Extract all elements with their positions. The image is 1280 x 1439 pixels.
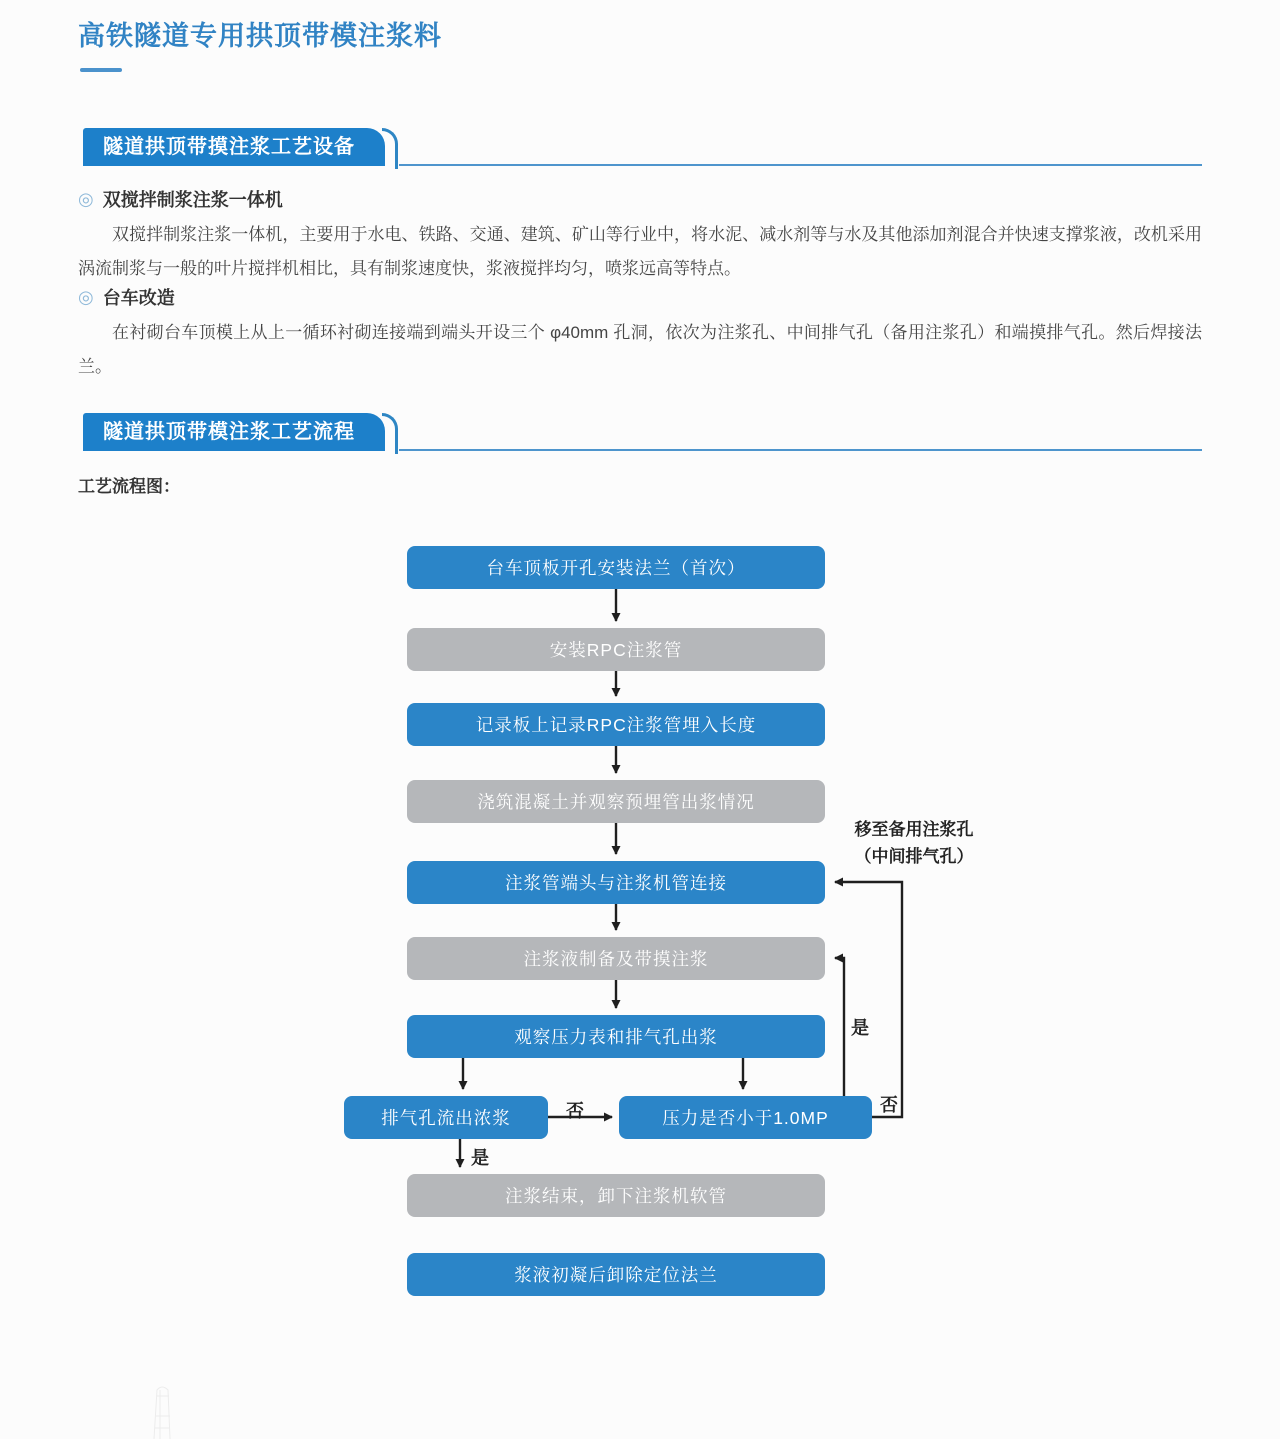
flow-node-remove-flange: 浆液初凝后卸除定位法兰 bbox=[407, 1253, 825, 1296]
flow-annotation-line2: （中间排气孔） bbox=[854, 847, 974, 866]
double-circle-bullet-icon: ◎ bbox=[78, 189, 94, 209]
flow-node-observe-pressure-gauge: 观察压力表和排气孔出浆 bbox=[407, 1015, 825, 1058]
flow-node-record-pipe-length: 记录板上记录RPC注浆管埋入长度 bbox=[407, 703, 825, 746]
process-section-banner-row bbox=[83, 413, 1202, 451]
process-flowchart bbox=[0, 520, 1280, 1320]
flow-node-drill-install-flange: 台车顶板开孔安装法兰（首次） bbox=[407, 546, 825, 589]
equipment-item-mixer-paragraph: 双搅拌制浆注浆一体机，主要用于水电、铁路、交通、建筑、矿山等行业中，将水泥、减水剂等与水及其他添加剂混合并快速支撑浆液，改机采用涡流制浆与一般的叶片搅拌机相比，具有制浆速度快，浆液搅拌均匀，喷浆远高等特点。 bbox=[78, 225, 1202, 278]
double-circle-bullet-icon: ◎ bbox=[78, 287, 94, 307]
flow-node-prepare-grout: 注浆液制备及带摸注浆 bbox=[407, 937, 825, 980]
flow-node-install-rpc-pipe: 安装RPC注浆管 bbox=[407, 628, 825, 671]
edge-label-vent-no: 否 bbox=[566, 1101, 584, 1121]
flow-node-pour-concrete-observe: 浇筑混凝土并观察预埋管出浆情况 bbox=[407, 780, 825, 823]
item-heading-label: 台车改造 bbox=[102, 288, 175, 308]
banner-rule bbox=[399, 164, 1202, 166]
equipment-item-trolley-paragraph: 在衬砌台车顶模上从上一循环衬砌连接端到端头开设三个 φ40mm 孔洞，依次为注浆孔、中间排气孔（备用注浆孔）和端摸排气孔。然后焊接法兰。 bbox=[78, 323, 1202, 376]
item-heading-label: 双搅拌制浆注浆一体机 bbox=[102, 190, 283, 210]
flow-annotation-line1: 移至备用注浆孔 bbox=[854, 820, 974, 839]
edge-label-pressure-no: 否 bbox=[880, 1095, 898, 1115]
equipment-item-trolley-heading bbox=[78, 284, 1202, 310]
banner-rule bbox=[399, 449, 1202, 451]
flow-annotation-backup-hole bbox=[838, 816, 990, 870]
process-section-banner: 隧道拱顶带模注浆工艺流程 bbox=[83, 413, 385, 451]
edge-label-pressure-yes: 是 bbox=[851, 1018, 869, 1038]
edge-label-vent-yes: 是 bbox=[471, 1148, 489, 1168]
flow-node-vent-thick-grout: 排气孔流出浓浆 bbox=[344, 1096, 548, 1139]
flow-node-grouting-finished: 注浆结束，卸下注浆机软管 bbox=[407, 1174, 825, 1217]
equipment-section-banner-row bbox=[83, 128, 1202, 166]
equipment-section-banner: 隧道拱顶带摸注浆工艺设备 bbox=[83, 128, 385, 166]
flow-node-connect-grouting-machine: 注浆管端头与注浆机管连接 bbox=[407, 861, 825, 904]
title-underline bbox=[80, 68, 122, 72]
equipment-item-mixer-heading bbox=[78, 186, 1202, 212]
flow-node-pressure-check: 压力是否小于1.0MP bbox=[619, 1096, 872, 1139]
watermark-tower-sketch bbox=[140, 1382, 192, 1439]
page-title: 高铁隧道专用拱顶带模注浆料 bbox=[78, 21, 442, 51]
flow-diagram-label: 工艺流程图： bbox=[78, 477, 180, 496]
